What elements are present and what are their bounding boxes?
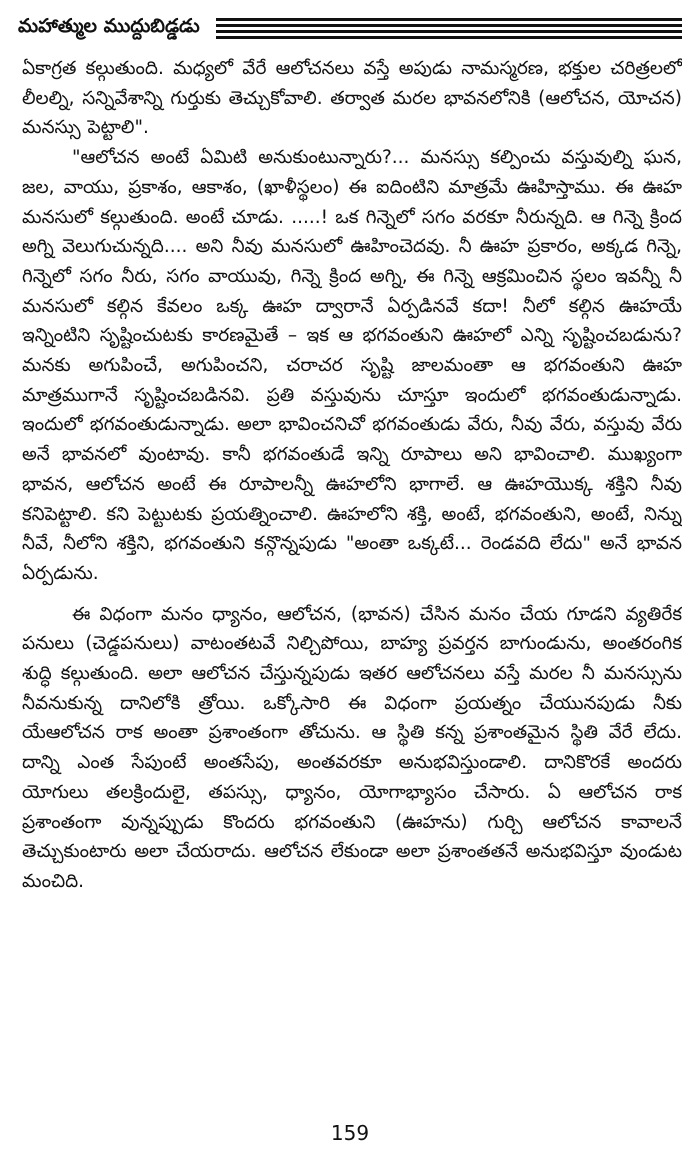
header-rule [216, 24, 682, 27]
header-rule [216, 30, 682, 33]
running-header-title: మహాత్ముల ముద్దుబిడ్డడు [18, 15, 200, 37]
running-header [18, 10, 682, 48]
header-rule [216, 18, 682, 21]
header-rule [216, 36, 682, 39]
page-number: 159 [330, 1121, 370, 1145]
paragraph-3: ఈ విధంగా మనం ధ్యానం, ఆలోచన, (భావన) చేసిన మనం చేయ గూడని వ్యతిరేక పనులు (చెడ్డపనులు) వాటంతటవే నిల్చిపోయి, బాహ్య ప్రవర్తన బాగుండును, అంతరంగిక శుద్ధి కల్గుతుంది. అలా ఆలోచన చేస్తున్నపుడు ఇతర ఆలోచనలు వస్తే మరల నీ మనస్సును నీవనుకున్న దానిలోకి త్రోయి. ఒక్కోసారి ఈ విధంగా ప్రయత్నం చేయునపుడు నీకు యేఆలోచన రాక అంతా ప్రశాంతంగా తోచును. ఆ స్థితి కన్న ప్రశాంతమైన స్థితి వేరే లేదు. దాన్ని ఎంత సేపుంటే అంతసేపు, అంతవరకూ అనుభవిస్తుండాలి. దానికొరకే అందరు యోగులు తలక్రిందులై, తపస్సు, ధ్యానం, యోగాభ్యాసం చేసారు. ఏ ఆలోచన రాక ప్రశాంతంగా వున్నప్పుడు కొందరు భగవంతుని (ఊహను) గుర్చి ఆలోచన కావాలనే తెచ్చుకుంటారు అలా చేయరాదు. ఆలోచన లేకుండా అలా ప్రశాంతతనే అనుభవిస్తూ వుండుట మంచిది. [22, 603, 682, 892]
paragraph-1: ఏకాగ్రత కల్గుతుంది. మధ్యలో వేరే ఆలోచనలు వస్తే అపుడు నామస్మరణ, భక్తుల చరిత్రలలో లీలల్ని, సన్నివేశాన్ని గుర్తుకు తెచ్చుకోవాలి. తర్వాత మరల భావనలోనికి (ఆలోచన, యోచన) మనస్సు పెట్టాలి". [22, 58, 682, 139]
body-text [22, 54, 682, 1114]
paragraph-2: "ఆలోచన అంటే ఏమిటి అనుకుంటున్నారు?... మనస్సు కల్పించు వస్తువుల్ని ఘన, జల, వాయు, ప్రకాశం, ఆకాశం, (ఖాళీస్థలం) ఈ ఐదింటిని మాత్రమే ఊహిస్తాము. ఈ ఊహ మనసులో కల్గుతుంది. అంటే చూడు. .....! ఒక గిన్నెలో సగం వరకూ నీరున్నది. ఆ గిన్నె క్రింద అగ్ని వెలుగుచున్నది.... అని నీవు మనసులో ఊహించెదవు. నీ ఊహ ప్రకారం, అక్కడ గిన్నె, గిన్నెలో సగం నీరు, సగం వాయువు, గిన్నె క్రింద అగ్ని, ఈ గిన్నె ఆక్రమించిన స్థలం ఇవన్నీ నీ మనసులో కల్గిన కేవలం ఒక్క ఊహ ద్వారానే ఏర్పడినవే కదా! నీలో కల్గిన ఊహయే ఇన్నింటిని సృష్టించుటకు కారణమైతే – ఇక ఆ భగవంతుని ఊహలో ఎన్ని సృష్టించబడును? మనకు అగుపించే, అగుపించని, చరాచర సృష్టి జాలమంతా ఆ భగవంతుని ఊహ మాత్రముగానే సృష్టించబడినవి. ప్రతి వస్తువును చూస్తూ ఇందులో భగవంతుడున్నాడు. ఇందులో భగవంతుడున్నాడు. అలా భావించనిచో భగవంతుడు వేరు, నీవు వేరు, వస్తువు వేరు అనే భావనలో వుంటావు. కానీ భగవంతుడే ఇన్ని రూపాలు అని భావించాలి. ముఖ్యంగా భావన, ఆలోచన అంటే ఈ రూపాలన్నీ ఊహలోని భాగాలే. ఆ ఊహయొక్క శక్తిని నీవు కనిపెట్టాలి. కని పెట్టుటకు ప్రయత్నించాలి. ఊహలోని శక్తి, అంటే, భగవంతుని, అంటే, నిన్ను నీవే, నీలోని శక్తిని, భగవంతుని కన్గొన్నపుడు "అంతా ఒక్కటే... రెండవది లేదు" అనే భావన ఏర్పడును. [22, 147, 682, 584]
header-rule-lines [216, 18, 682, 42]
